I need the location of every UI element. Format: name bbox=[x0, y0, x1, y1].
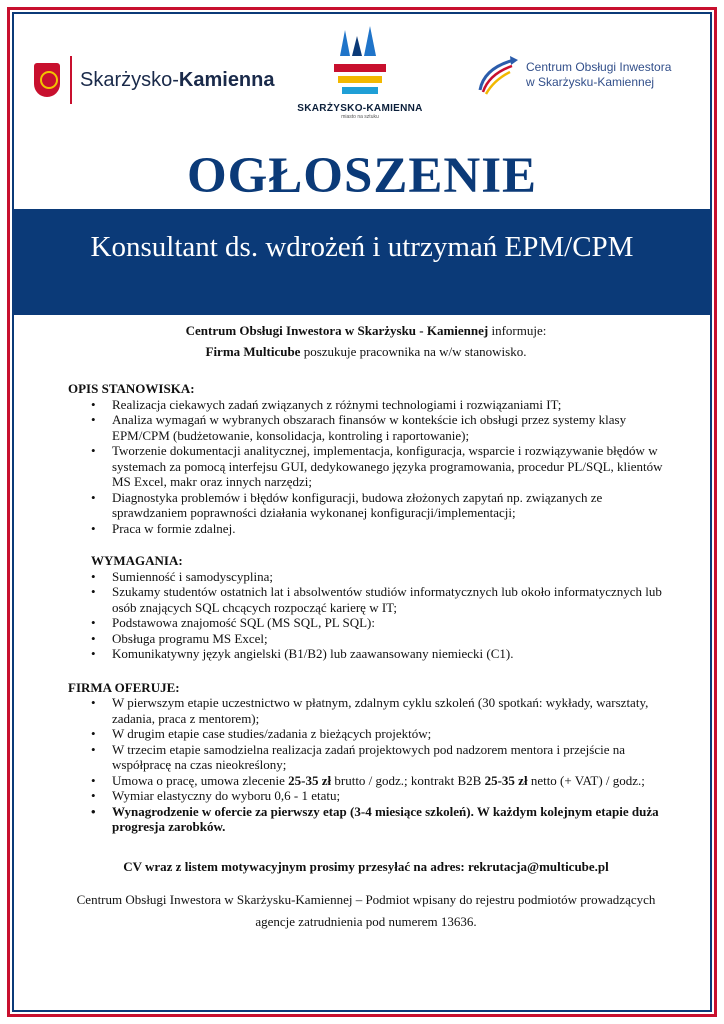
intro-informs: informuje: bbox=[488, 323, 547, 338]
cv-instructions: CV wraz z listem motywacyjnym prosimy przesyłać na adres: rekrutacja@multicube.pl bbox=[123, 858, 609, 874]
city-logo bbox=[34, 52, 275, 108]
offer-list bbox=[68, 695, 664, 835]
list-item: • Sumienność i samodyscyplina; bbox=[68, 569, 664, 585]
list-item: • Podstawowa znajomość SQL (MS SQL, PL SQL): bbox=[68, 615, 664, 631]
requirements-list bbox=[68, 569, 664, 662]
city-name-bold: Kamienna bbox=[178, 68, 275, 91]
city-name-regular: Skarżysko- bbox=[80, 68, 179, 91]
salary-text-a: Umowa o pracę, umowa zlecenie bbox=[112, 772, 289, 788]
city-brand-logo bbox=[290, 26, 430, 131]
brand-name: SKARŻYSKO-KAMIENNA bbox=[297, 103, 423, 114]
job-description-section bbox=[68, 381, 664, 536]
firm-rest: poszukuje pracownika na w/w stanowisko. bbox=[300, 344, 527, 359]
job-description-list bbox=[68, 397, 664, 537]
offer-heading: FIRMA OFERUJE: bbox=[68, 679, 180, 695]
list-item: • Szukamy studentów ostatnich lat i absolwentów studiów informatycznych lub około informatycznych lub osób znających SQL chcących rozpocząć karierę w IT; bbox=[68, 584, 664, 615]
job-description-heading: OPIS STANOWISKA: bbox=[68, 381, 195, 396]
list-item-salary-note: • Wynagrodzenie w ofercie za pierwszy etap (3-4 miesiące szkoleń). W każdym kolejnym etapie duża progresja zarobków. bbox=[68, 804, 664, 835]
coat-of-arms-icon bbox=[34, 63, 60, 97]
offer-section bbox=[68, 680, 664, 835]
intro-firm-line bbox=[68, 343, 664, 361]
investor-center-logo bbox=[474, 52, 671, 98]
list-item: • Tworzenie dokumentacji analitycznej, implementacja, konfiguracja, wsparcie i rozwiązywanie błędów w systemach za pomocą interfejsu GUI, dedykowanego języka programowania, procedur PL/SQL, klientów MS Excel, makr oraz innych narzędzi; bbox=[68, 443, 664, 490]
city-logo-text bbox=[80, 69, 275, 92]
position-banner bbox=[12, 209, 712, 315]
list-item: • Diagnostyka problemów i błędów konfiguracji, budowa złożonych zapytań np. związanych ze sprawdzaniem poprawności działania wykonanej konfiguracji/implementacji; bbox=[68, 490, 664, 521]
list-item: • Praca w formie zdalnej. bbox=[68, 521, 664, 537]
list-item: • Obsługa programu MS Excel; bbox=[68, 631, 664, 647]
salary-text-e: netto (+ VAT) / godz.; bbox=[527, 772, 645, 788]
brand-tagline: miasto na sztuku bbox=[341, 114, 379, 120]
salary-rate-2: 25-35 zł bbox=[484, 772, 528, 788]
list-item: • Wymiar elastyczny do wyboru 0,6 - 1 etatu; bbox=[68, 788, 664, 804]
list-item: • Realizacja ciekawych zadań związanych z różnymi technologiami i rozwiązaniami IT; bbox=[68, 397, 664, 413]
logo-divider bbox=[70, 56, 72, 104]
list-item: • W drugim etapie case studies/zadania z bieżących projektów; bbox=[68, 726, 664, 742]
list-item: • Komunikatywny język angielski (B1/B2) lub zaawansowany niemiecki (C1). bbox=[68, 646, 664, 662]
position-title: Konsultant ds. wdrożeń i utrzymań EPM/CPM bbox=[90, 231, 634, 263]
announcement-title: OGŁOSZENIE bbox=[186, 148, 538, 204]
registry-footer: Centrum Obsługi Inwestora w Skarżysku-Kamiennej – Podmiot wpisany do rejestru podmiotów prowadzących agencje zatrudnienia pod numerem 13636. bbox=[76, 891, 656, 929]
announcement-body bbox=[68, 318, 664, 946]
salary-text-c: brutto / godz.; kontrakt B2B bbox=[331, 772, 485, 788]
list-item: • W pierwszym etapie uczestnictwo w płatnym, zdalnym cyklu szkoleń (30 spotkań: wykłady, warsztaty, zadania, praca z mentorem); bbox=[68, 695, 664, 726]
salary-rate-1: 25-35 zł bbox=[288, 772, 332, 788]
firm-name: Firma Multicube bbox=[205, 344, 301, 359]
intro-line bbox=[68, 322, 664, 340]
church-towers-icon bbox=[330, 26, 390, 101]
arrow-swoosh-icon bbox=[474, 52, 520, 98]
list-item-salary bbox=[68, 773, 664, 789]
investor-center-line1: Centrum Obsługi Inwestora bbox=[526, 60, 672, 74]
investor-center-line2: w Skarżysku-Kamiennej bbox=[526, 75, 655, 89]
investor-center-name bbox=[526, 60, 671, 90]
requirements-heading: WYMAGANIA: bbox=[91, 553, 183, 568]
list-item: • W trzecim etapie samodzielna realizacja zadań projektowych pod nadzorem mentora i przejście na współpracę na czas nieokreślony; bbox=[68, 742, 664, 773]
list-item: • Analiza wymagań w wybranych obszarach finansów w kontekście ich obsługi przez systemy klasy EPM/CPM (budżetowanie, konsolidacja, kontroling i raportowanie); bbox=[68, 412, 664, 443]
intro-org: Centrum Obsługi Inwestora w Skarżysku - Kamiennej bbox=[185, 323, 489, 338]
